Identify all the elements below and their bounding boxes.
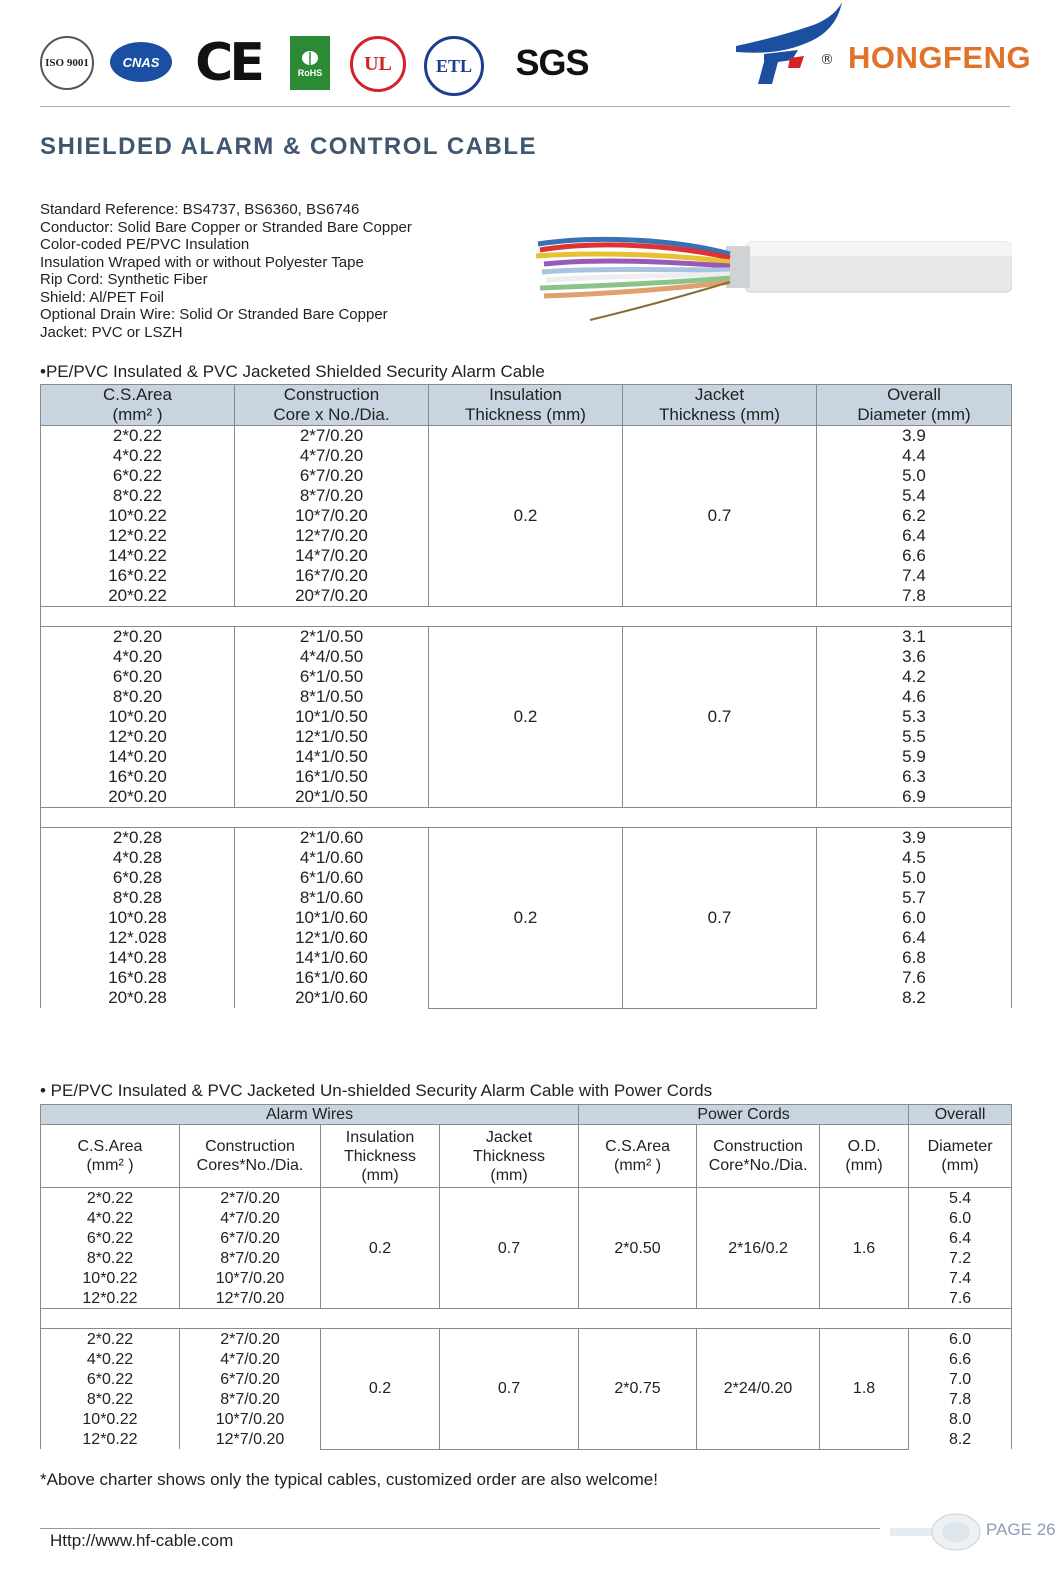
col-overall-diameter: [817, 385, 1012, 426]
power-cord-cable-table: [40, 1104, 1012, 1450]
cs-area-cell: 12*0.22: [41, 526, 235, 546]
header-line: Insulation: [489, 385, 562, 404]
header-line: C.S.Area: [605, 1138, 670, 1155]
construction-cell: 8*1/0.50: [235, 687, 429, 707]
cs-area-cell: 10*0.20: [41, 707, 235, 727]
col-cs-area: [41, 1125, 180, 1188]
header-line: Cores*No./Dia.: [196, 1157, 304, 1174]
construction-cell: 2*1/0.50: [235, 627, 429, 648]
jacket-cell: 0.7: [623, 828, 817, 1009]
header-line: Insulation: [345, 1128, 415, 1146]
overall-diameter-cell: 4.6: [817, 687, 1012, 707]
website-link[interactable]: Http://www.hf-cable.com: [50, 1531, 234, 1550]
ce-logo: [192, 33, 264, 93]
etl-logo-text: ETL: [435, 55, 473, 76]
construction-cell: 10*7/0.20: [180, 1268, 321, 1288]
brand-name: HONGFENG: [848, 40, 1032, 75]
cs-area-cell: 10*0.22: [41, 506, 235, 526]
insulation-cell: 0.2: [429, 426, 623, 607]
spec-line: Insulation Wraped with or without Polyester Tape: [40, 253, 364, 271]
construction-cell: 12*7/0.20: [235, 526, 429, 546]
shielded-cable-table: [40, 384, 1012, 1009]
spec-line: Jacket: PVC or LSZH: [40, 323, 183, 341]
shielded-table-body: [41, 426, 1012, 1009]
construction-cell: 6*7/0.20: [180, 1228, 321, 1248]
cs-area-cell: 10*0.28: [41, 908, 235, 928]
diameter-cell: 8.2: [909, 1429, 1012, 1449]
ul-logo: [350, 36, 406, 92]
overall-diameter-cell: 5.4: [817, 486, 1012, 506]
spec-list: [40, 201, 412, 341]
table1-caption: •PE/PVC Insulated & PVC Jacketed Shielded Security Alarm Cable: [40, 362, 545, 381]
table-row: [41, 627, 1012, 648]
cs-area-cell: 16*0.20: [41, 767, 235, 787]
spec-line: Optional Drain Wire: Solid Or Stranded Bare Copper: [40, 306, 388, 323]
construction-cell: 4*1/0.60: [235, 848, 429, 868]
construction-cell: 10*1/0.60: [235, 908, 429, 928]
overall-diameter-cell: 4.2: [817, 667, 1012, 687]
construction-cell: 14*1/0.50: [235, 747, 429, 767]
cs-area-cell: 12*0.20: [41, 727, 235, 747]
cs-area-cell: 20*0.22: [41, 586, 235, 607]
jacket-cell: 0.7: [623, 426, 817, 607]
construction-cell: 20*1/0.60: [235, 988, 429, 1008]
iso-logo-text: ISO 9001: [45, 57, 89, 69]
construction-cell: 8*7/0.20: [180, 1389, 321, 1409]
overall-diameter-cell: 6.3: [817, 767, 1012, 787]
overall-diameter-cell: 7.4: [817, 566, 1012, 586]
od-cell: 1.8: [820, 1329, 909, 1450]
group-spacer-row: [41, 1309, 1012, 1329]
col-od: [820, 1125, 909, 1188]
construction-cell: 4*7/0.20: [180, 1208, 321, 1228]
header-line: Diameter: [927, 1138, 993, 1155]
sgs-logo: [510, 36, 594, 90]
cs-area-cell: 2*0.22: [41, 426, 235, 447]
construction-cell: 2*7/0.20: [180, 1329, 321, 1350]
overall-diameter-cell: 7.6: [817, 968, 1012, 988]
cs-area-cell: 4*0.28: [41, 848, 235, 868]
overall-diameter-cell: 6.8: [817, 948, 1012, 968]
header-line: Thickness (mm): [465, 405, 586, 424]
etl-logo: [424, 36, 484, 96]
insulation-cell: 0.2: [321, 1329, 440, 1450]
od-cell: 1.6: [820, 1188, 909, 1309]
cs-area-cell: 8*0.22: [41, 1248, 180, 1268]
overall-diameter-cell: 4.5: [817, 848, 1012, 868]
cable-image: [530, 220, 1012, 332]
insulation-cell: 0.2: [429, 828, 623, 1009]
col-power-construction: [697, 1125, 820, 1188]
jacket-cell: 0.7: [440, 1329, 579, 1450]
cs-area-cell: 12*0.22: [41, 1429, 180, 1449]
construction-cell: 8*7/0.20: [180, 1248, 321, 1268]
construction-cell: 6*7/0.20: [180, 1369, 321, 1389]
spec-line: Shield: Al/PET Foil: [40, 288, 164, 306]
construction-cell: 8*1/0.60: [235, 888, 429, 908]
construction-cell: 2*7/0.20: [180, 1188, 321, 1209]
spacer-cell: [41, 808, 1012, 828]
table-header-row: [41, 1125, 1012, 1188]
header-line: Thickness: [473, 1147, 546, 1165]
diameter-cell: 6.6: [909, 1349, 1012, 1369]
group-power-cords: Power Cords: [579, 1105, 909, 1125]
power-cs-area-cell: 2*0.75: [579, 1329, 697, 1450]
header-line: Thickness (mm): [659, 405, 780, 424]
construction-cell: 14*7/0.20: [235, 546, 429, 566]
construction-cell: 4*7/0.20: [235, 446, 429, 466]
header-line: Construction: [713, 1138, 803, 1155]
construction-cell: 10*1/0.50: [235, 707, 429, 727]
header-line: (mm): [490, 1166, 528, 1184]
footer-divider: [40, 1528, 880, 1529]
construction-cell: 4*4/0.50: [235, 647, 429, 667]
col-jacket: [440, 1125, 579, 1188]
cs-area-cell: 10*0.22: [41, 1409, 180, 1429]
cs-area-cell: 16*0.22: [41, 566, 235, 586]
insulation-cell: 0.2: [321, 1188, 440, 1309]
cs-area-cell: 6*0.22: [41, 1228, 180, 1248]
construction-cell: 6*7/0.20: [235, 466, 429, 486]
diameter-cell: 5.4: [909, 1188, 1012, 1209]
cs-area-cell: 6*0.20: [41, 667, 235, 687]
col-insulation: [321, 1125, 440, 1188]
col-power-cs-area: [579, 1125, 697, 1188]
header-line: (mm): [361, 1166, 399, 1184]
rohs-logo-text: RoHS: [297, 68, 323, 78]
spec-line: Color-coded PE/PVC Insulation: [40, 236, 250, 253]
overall-diameter-cell: 5.0: [817, 868, 1012, 888]
header-line: C.S.Area: [77, 1138, 143, 1155]
cs-area-cell: 6*0.22: [41, 466, 235, 486]
header-divider: [40, 106, 1010, 107]
diameter-cell: 6.4: [909, 1228, 1012, 1248]
overall-diameter-cell: 6.4: [817, 928, 1012, 948]
col-insulation: [429, 385, 623, 426]
col-diameter: [909, 1125, 1012, 1188]
cs-area-cell: 4*0.22: [41, 1349, 180, 1369]
cs-area-cell: 8*0.22: [41, 1389, 180, 1409]
construction-cell: 4*7/0.20: [180, 1349, 321, 1369]
construction-cell: 20*7/0.20: [235, 586, 429, 607]
jacket-cell: 0.7: [440, 1188, 579, 1309]
footnote: *Above charter shows only the typical cables, customized order are also welcome!: [40, 1470, 658, 1489]
group-spacer-row: [41, 607, 1012, 627]
page-title: SHIELDED ALARM & CONTROL CABLE: [40, 133, 537, 160]
cs-area-cell: 2*0.20: [41, 627, 235, 648]
header-line: O.D.: [847, 1138, 881, 1155]
cs-area-cell: 2*0.28: [41, 828, 235, 849]
cs-area-cell: 6*0.22: [41, 1369, 180, 1389]
header-line: Core*No./Dia.: [708, 1157, 808, 1174]
cs-area-cell: 12*0.22: [41, 1288, 180, 1309]
hongfeng-mark-icon: [734, 2, 844, 86]
group-overall: Overall: [909, 1105, 1012, 1125]
power-construction-cell: 2*24/0.20: [697, 1329, 820, 1450]
overall-diameter-cell: 5.3: [817, 707, 1012, 727]
diameter-cell: 6.0: [909, 1329, 1012, 1350]
construction-cell: 2*1/0.60: [235, 828, 429, 849]
construction-cell: 16*1/0.50: [235, 767, 429, 787]
construction-cell: 2*7/0.20: [235, 426, 429, 447]
header-line: (mm): [845, 1157, 883, 1174]
table-group-header-row: [41, 1105, 1012, 1125]
overall-diameter-cell: 5.9: [817, 747, 1012, 767]
overall-diameter-cell: 3.9: [817, 426, 1012, 447]
ce-logo-text: CE: [195, 33, 261, 93]
cs-area-cell: 16*0.28: [41, 968, 235, 988]
cs-area-cell: 4*0.22: [41, 1208, 180, 1228]
header-line: (mm² ): [614, 1157, 662, 1174]
power-construction-cell: 2*16/0.2: [697, 1188, 820, 1309]
group-spacer-row: [41, 808, 1012, 828]
cs-area-cell: 14*0.22: [41, 546, 235, 566]
col-construction: [180, 1125, 321, 1188]
header-line: Thickness: [343, 1147, 417, 1165]
header-line: (mm² ): [112, 405, 163, 424]
cs-area-cell: 14*0.28: [41, 948, 235, 968]
construction-cell: 6*1/0.50: [235, 667, 429, 687]
diameter-cell: 7.8: [909, 1389, 1012, 1409]
overall-diameter-cell: 6.2: [817, 506, 1012, 526]
power-cs-area-cell: 2*0.50: [579, 1188, 697, 1309]
overall-diameter-cell: 3.9: [817, 828, 1012, 849]
header-line: Overall: [887, 385, 941, 404]
cs-area-cell: 2*0.22: [41, 1329, 180, 1350]
diameter-cell: 7.6: [909, 1288, 1012, 1309]
diameter-cell: 7.0: [909, 1369, 1012, 1389]
iso-9001-logo: [40, 36, 94, 90]
table-row: [41, 828, 1012, 849]
cnas-logo: [110, 42, 172, 82]
table-row: [41, 1329, 1012, 1350]
table-row: [41, 1188, 1012, 1209]
construction-cell: 20*1/0.50: [235, 787, 429, 808]
overall-diameter-cell: 6.9: [817, 787, 1012, 808]
col-jacket: [623, 385, 817, 426]
cs-area-cell: 8*0.20: [41, 687, 235, 707]
overall-diameter-cell: 5.0: [817, 466, 1012, 486]
header-line: Construction: [205, 1138, 295, 1155]
spec-line: Rip Cord: Synthetic Fiber: [40, 271, 208, 288]
cs-area-cell: 20*0.20: [41, 787, 235, 808]
construction-cell: 14*1/0.60: [235, 948, 429, 968]
construction-cell: 10*7/0.20: [235, 506, 429, 526]
spacer-cell: [41, 607, 1012, 627]
cs-area-cell: 14*0.20: [41, 747, 235, 767]
construction-cell: 10*7/0.20: [180, 1409, 321, 1429]
cs-area-cell: 8*0.28: [41, 888, 235, 908]
construction-cell: 12*7/0.20: [180, 1288, 321, 1309]
construction-cell: 12*7/0.20: [180, 1429, 321, 1449]
header-line: Jacket: [694, 385, 745, 404]
cable-coil-icon: [890, 1512, 986, 1552]
cs-area-cell: 4*0.20: [41, 647, 235, 667]
cs-area-cell: 2*0.22: [41, 1188, 180, 1209]
header-line: (mm): [941, 1157, 979, 1174]
diameter-cell: 6.0: [909, 1208, 1012, 1228]
construction-cell: 12*1/0.50: [235, 727, 429, 747]
construction-cell: 6*1/0.60: [235, 868, 429, 888]
diameter-cell: 8.0: [909, 1409, 1012, 1429]
diameter-cell: 7.2: [909, 1248, 1012, 1268]
leaf-icon: [299, 48, 321, 68]
jacket-cell: 0.7: [623, 627, 817, 808]
registered-mark: ®: [820, 52, 834, 68]
header-line: Diameter (mm): [857, 405, 971, 424]
cnas-logo-text: CNAS: [122, 54, 160, 70]
construction-cell: 8*7/0.20: [235, 486, 429, 506]
ul-logo-text: UL: [364, 52, 392, 75]
header-line: (mm² ): [86, 1157, 134, 1174]
cs-area-cell: 8*0.22: [41, 486, 235, 506]
overall-diameter-cell: 6.0: [817, 908, 1012, 928]
construction-cell: 12*1/0.60: [235, 928, 429, 948]
cs-area-cell: 10*0.22: [41, 1268, 180, 1288]
header-line: Jacket: [485, 1128, 533, 1146]
spec-line: Standard Reference: BS4737, BS6360, BS6746: [40, 201, 360, 218]
overall-diameter-cell: 3.6: [817, 647, 1012, 667]
overall-diameter-cell: 3.1: [817, 627, 1012, 648]
col-cs-area: [41, 385, 235, 426]
insulation-cell: 0.2: [429, 627, 623, 808]
header-line: Core x No./Dia.: [273, 405, 390, 424]
overall-diameter-cell: 6.6: [817, 546, 1012, 566]
group-alarm-wires: Alarm Wires: [41, 1105, 579, 1125]
spec-line: Conductor: Solid Bare Copper or Stranded Bare Copper: [40, 218, 412, 236]
header-line: Construction: [283, 385, 380, 404]
cs-area-cell: 12*.028: [41, 928, 235, 948]
overall-diameter-cell: 5.5: [817, 727, 1012, 747]
overall-diameter-cell: 8.2: [817, 988, 1012, 1008]
table-header-row: [41, 385, 1012, 426]
diameter-cell: 7.4: [909, 1268, 1012, 1288]
construction-cell: 16*1/0.60: [235, 968, 429, 988]
rohs-logo: [290, 36, 330, 90]
col-construction: [235, 385, 429, 426]
cs-area-cell: 20*0.28: [41, 988, 235, 1008]
overall-diameter-cell: 7.8: [817, 586, 1012, 607]
sgs-logo-text: SGS: [515, 42, 589, 83]
overall-diameter-cell: 6.4: [817, 526, 1012, 546]
construction-cell: 16*7/0.20: [235, 566, 429, 586]
power-cord-table-body: [41, 1188, 1012, 1450]
spacer-cell: [41, 1309, 1012, 1329]
cs-area-cell: 6*0.28: [41, 868, 235, 888]
cs-area-cell: 4*0.22: [41, 446, 235, 466]
header-line: C.S.Area: [103, 385, 172, 404]
page-header: [0, 0, 1060, 110]
overall-diameter-cell: 5.7: [817, 888, 1012, 908]
overall-diameter-cell: 4.4: [817, 446, 1012, 466]
page-number: PAGE 26: [986, 1520, 1056, 1539]
table-row: [41, 426, 1012, 447]
table2-caption: • PE/PVC Insulated & PVC Jacketed Un-shielded Security Alarm Cable with Power Cords: [40, 1081, 713, 1100]
